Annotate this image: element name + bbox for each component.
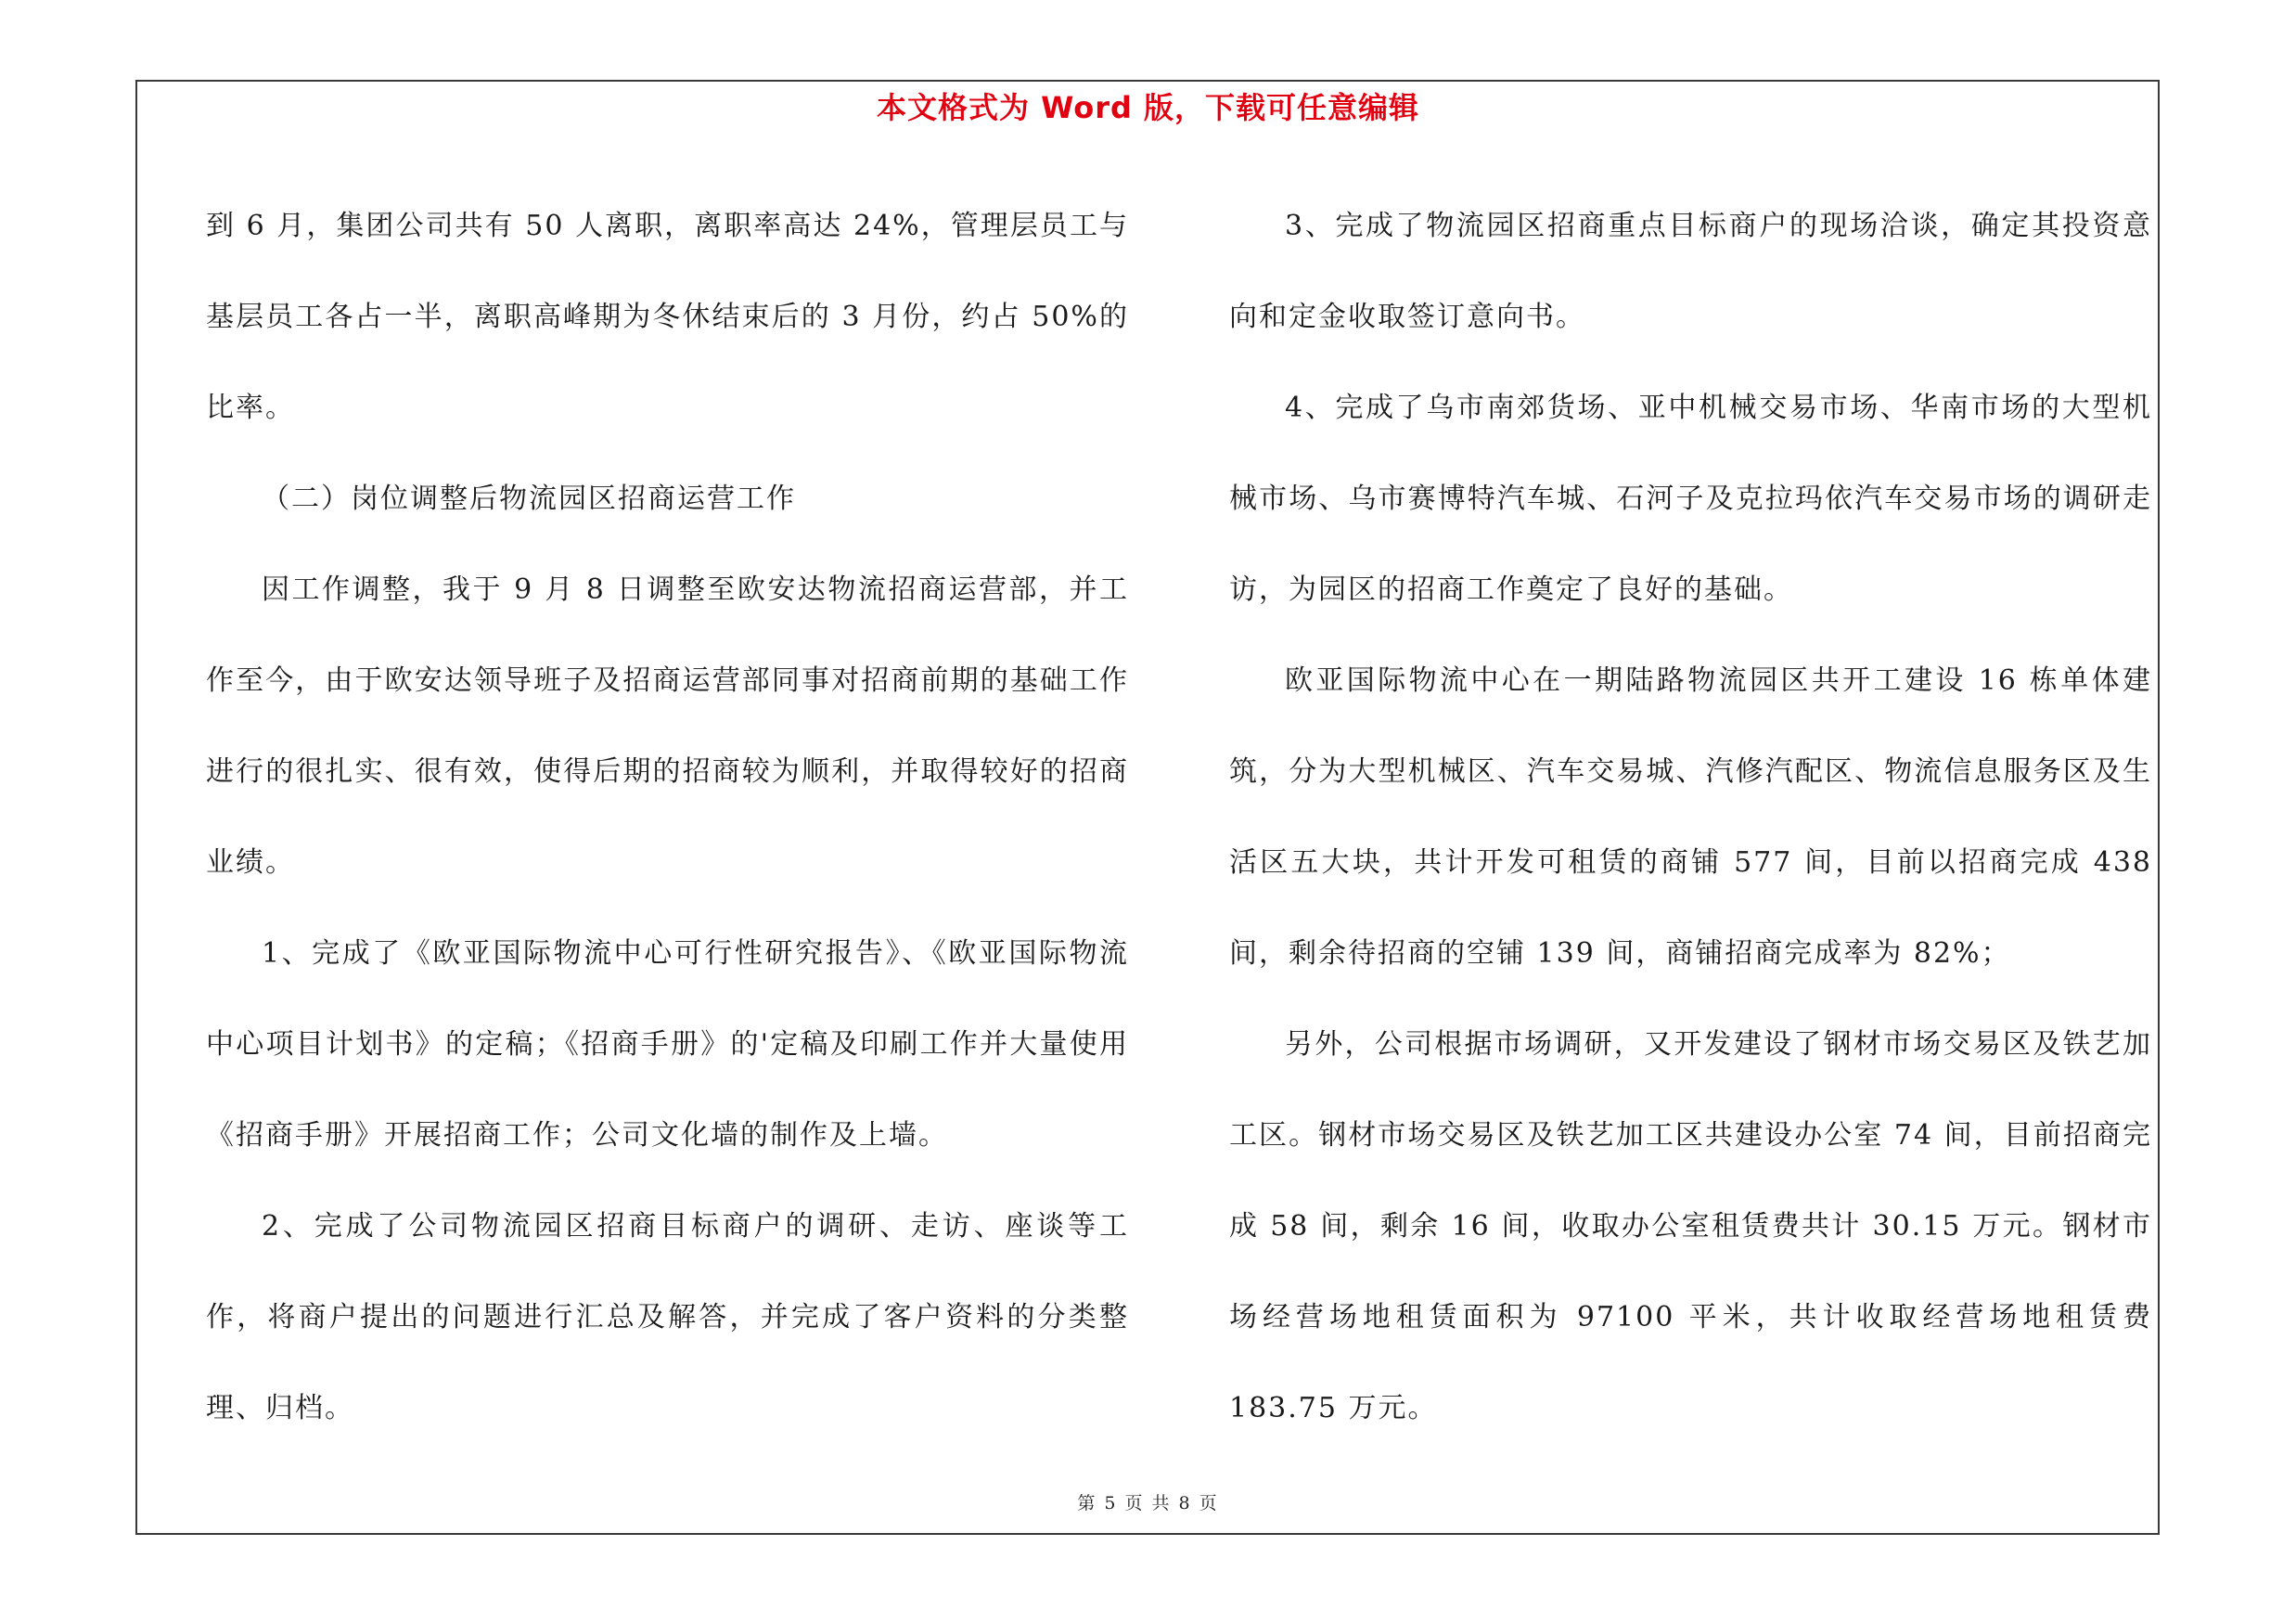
page-number-footer: 第 5 页 共 8 页 (1077, 1493, 1219, 1514)
paragraph: 因工作调整，我于 9 月 8 日调整至欧安达物流招商运营部，并工作至今，由于欧安达领导班子及招商运营部同事对招商前期的基础工作进行的很扎实、很有效，使得后期的招商较为顺利，并取得较好的招商业绩。 (206, 573, 1129, 879)
list-item: 2、完成了公司物流园区招商目标商户的调研、走访、座谈等工作，将商户提出的问题进行汇总及解答，并完成了客户资料的分类整理、归档。 (206, 1210, 1129, 1424)
format-notice-banner: 本文格式为 Word 版，下载可任意编辑 (876, 90, 1420, 125)
paragraph: 到 6 月，集团公司共有 50 人离职，离职率高达 24%，管理层员工与基层员工各占一半，离职高峰期为冬休结束后的 3 月份，约占 50%的比率。 (206, 210, 1129, 424)
section-heading: （二）岗位调整后物流园区招商运营工作 (262, 483, 796, 515)
paragraph: 另外，公司根据市场调研，又开发建设了钢材市场交易区及铁艺加工区。钢材市场交易区及铁艺加工区共建设办公室 74 间，目前招商完成 58 间，剩余 16 间，收取办公室租赁费共计 30.15 万元。钢材市场经营场地租赁面积为 97100 平米，共计收取经营场地租赁费 183.75 万元。 (1229, 1028, 2152, 1424)
list-item: 1、完成了《欧亚国际物流中心可行性研究报告》、《欧亚国际物流中心项目计划书》的定稿；《招商手册》的'定稿及印刷工作并大量使用《招商手册》开展招商工作；公司文化墙的制作及上墙。 (206, 937, 1129, 1152)
right-text-column (1229, 181, 2152, 1454)
left-text-column (206, 181, 1129, 1454)
paragraph: 欧亚国际物流中心在一期陆路物流园区共开工建设 16 栋单体建筑，分为大型机械区、汽车交易城、汽修汽配区、物流信息服务区及生活区五大块，共计开发可租赁的商铺 577 间，目前以招商完成 438 间，剩余待招商的空铺 139 间，商铺招商完成率为 82%； (1229, 664, 2152, 970)
list-item: 4、完成了乌市南郊货场、亚中机械交易市场、华南市场的大型机械市场、乌市赛博特汽车城、石河子及克拉玛依汽车交易市场的调研走访，为园区的招商工作奠定了良好的基础。 (1229, 392, 2152, 606)
list-item: 3、完成了物流园区招商重点目标商户的现场洽谈，确定其投资意向和定金收取签订意向书。 (1229, 210, 2152, 333)
